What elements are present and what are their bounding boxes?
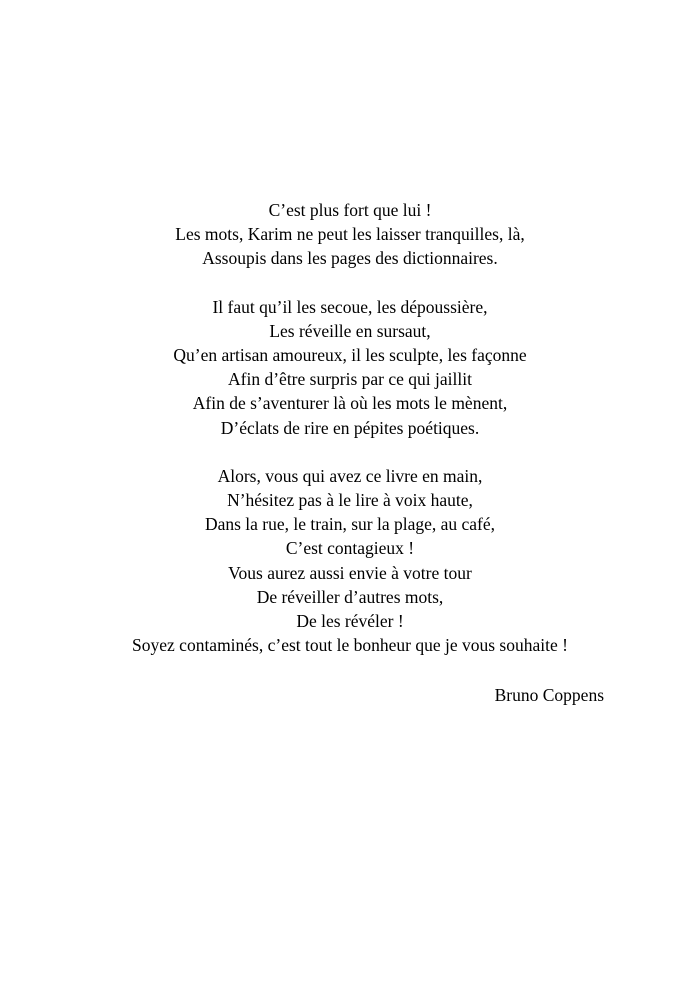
poem-line: N’hésitez pas à le lire à voix haute, <box>227 490 473 511</box>
poem-line: Alors, vous qui avez ce livre en main, <box>217 465 483 486</box>
poem-line: C’est contagieux ! <box>285 538 415 559</box>
poem-line: Vous aurez aussi envie à votre tour <box>228 562 472 583</box>
stanza-1 <box>0 198 700 271</box>
poem-line: D’éclats de rire en pépites poétiques. <box>220 417 480 438</box>
poem <box>0 198 700 657</box>
poem-line: De les révéler ! <box>296 611 404 632</box>
poem-line: Dans la rue, le train, sur la plage, au café, <box>204 514 496 535</box>
author-signature: Bruno Coppens <box>494 685 604 705</box>
stanza-3 <box>0 464 700 658</box>
poem-line: Afin d’être surpris par ce qui jaillit <box>228 369 472 390</box>
poem-line: Afin de s’aventurer là où les mots le mènent, <box>192 393 508 414</box>
poem-line: Soyez contaminés, c’est tout le bonheur que je vous souhaite ! <box>132 635 568 656</box>
stanza-2 <box>0 295 700 440</box>
poem-line: Il faut qu’il les secoue, les dépoussière, <box>212 296 488 317</box>
poem-line: Les réveille en sursaut, <box>269 320 431 341</box>
poem-line: Assoupis dans les pages des dictionnaires. <box>202 248 498 269</box>
poem-line: Les mots, Karim ne peut les laisser tranquilles, là, <box>175 224 525 245</box>
poem-line: C’est plus fort que lui ! <box>268 200 432 220</box>
poem-line: Qu’en artisan amoureux, il les sculpte, les façonne <box>173 345 527 366</box>
poem-line: De réveiller d’autres mots, <box>256 586 444 607</box>
